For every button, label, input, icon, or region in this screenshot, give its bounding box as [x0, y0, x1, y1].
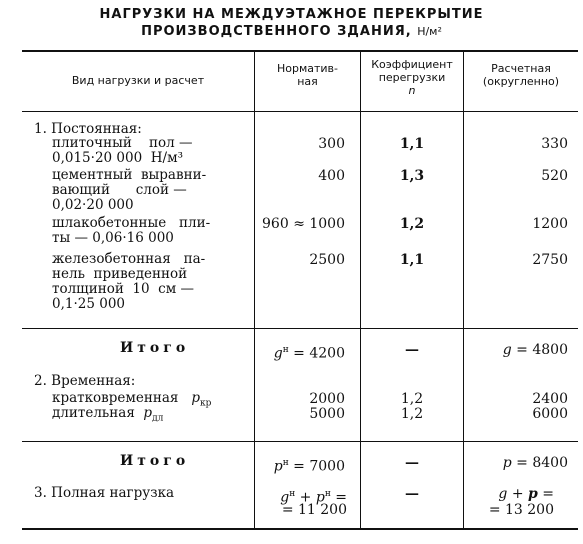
section2-row-long: длительная $p_{дл}$ [52, 405, 164, 424]
section2-row-short-normative: 2000 [309, 391, 345, 407]
header-normative-line1: Норматив- [276, 62, 339, 75]
header-coefficient-line3: n [408, 84, 416, 97]
header-normative [255, 62, 360, 88]
section2-row-long-coefficient: 1,2 [400, 406, 424, 422]
total1-coefficient: — [405, 342, 419, 358]
section1-row-1-normative: 300 [318, 136, 345, 152]
total2-normative: $p^н = 7000$ [273, 458, 345, 475]
title-unit: Н/м² [417, 25, 442, 38]
title-line-2 [0, 23, 583, 40]
section1-row-3-coefficient: 1,2 [399, 216, 425, 232]
total1-label: Итого [120, 340, 190, 356]
section3-heading: 3. Полная нагрузка [34, 485, 175, 501]
table-bottom-rule [22, 528, 578, 530]
header-coefficient-line1: Коэффициент [371, 58, 453, 71]
section1-row-4-calculated: 2750 [532, 252, 568, 268]
section1-row-2-coefficient: 1,3 [399, 168, 425, 184]
total2-label: Итого [120, 453, 190, 469]
description-line: 0,02·20 000 [52, 197, 134, 213]
section2-row-short-coefficient: 1,2 [400, 391, 424, 407]
section3-calculated-line1: g + p = [498, 486, 554, 502]
section1-row-2-normative: 400 [318, 168, 345, 184]
total2-top-rule [22, 441, 578, 442]
section1-row-4-normative: 2500 [309, 252, 345, 268]
header-load-type: Вид нагрузки и расчет [71, 74, 205, 87]
description-line: железобетонная па- [52, 251, 206, 267]
table-title [0, 6, 583, 40]
section1-row-1-description [52, 136, 193, 166]
header-calculated-line1: Расчетная [491, 62, 551, 75]
section1-row-1-calculated: 330 [541, 136, 568, 152]
total2-coefficient: — [405, 455, 419, 471]
section3-calculated-line2: = 13 200 [488, 502, 554, 518]
total1-normative: $g^н = 4200$ [273, 345, 345, 362]
header-calculated [464, 62, 578, 88]
section3-normative-line1: $g^н + p^н$ = [280, 489, 347, 506]
description-line: цементный выравни- [52, 167, 207, 183]
section2-row-short-calculated: 2400 [532, 391, 568, 407]
section2-row-short: кратковременная $p_{кр}$ [52, 390, 212, 409]
section2-row-long-calculated: 6000 [532, 406, 568, 422]
table-top-rule [22, 50, 578, 52]
description-line: ты — 0,06·16 000 [52, 230, 174, 246]
description-line: шлакобетонные пли- [52, 215, 211, 231]
section1-row-3-normative: 960 ≈ 1000 [262, 216, 345, 232]
description-line: 0,1·25 000 [52, 296, 125, 312]
total2-calculated: p = 8400 [502, 455, 568, 471]
section3-coefficient: — [405, 486, 419, 502]
description-line: плиточный пол — [52, 135, 193, 151]
section1-row-2-description [52, 168, 206, 213]
title-line-1: НАГРУЗКИ НА МЕЖДУЭТАЖНОЕ ПЕРЕКРЫТИЕ [99, 7, 484, 22]
header-coefficient [361, 58, 463, 97]
section1-row-4-coefficient: 1,1 [399, 252, 425, 268]
section1-row-4-description [52, 252, 205, 312]
section3-normative-line2: = 11 200 [281, 502, 347, 518]
title-line-2-text: ПРОИЗВОДСТВЕННОГО ЗДАНИЯ, [141, 24, 412, 39]
header-normative-line2: ная [297, 75, 318, 88]
section1-row-1-coefficient: 1,1 [399, 136, 425, 152]
description-line: нель приведенной [52, 266, 188, 282]
section2-heading: 2. Временная: [34, 373, 136, 389]
section2-row-long-normative: 5000 [309, 406, 345, 422]
total1-calculated: g = 4800 [502, 342, 568, 358]
section1-row-3-description [52, 216, 210, 246]
description-line: толщиной 10 см — [52, 281, 195, 297]
section1-row-2-calculated: 520 [541, 168, 568, 184]
header-bottom-rule [22, 111, 578, 112]
section1-row-3-calculated: 1200 [532, 216, 568, 232]
total1-top-rule [22, 328, 578, 329]
header-coefficient-line2: перегрузки [378, 71, 446, 84]
description-line: 0,015·20 000 Н/м³ [52, 150, 183, 166]
description-line: вающий слой — [52, 182, 187, 198]
header-calculated-line2: (округленно) [482, 75, 560, 88]
section1-heading: 1. Постоянная: [34, 121, 142, 137]
